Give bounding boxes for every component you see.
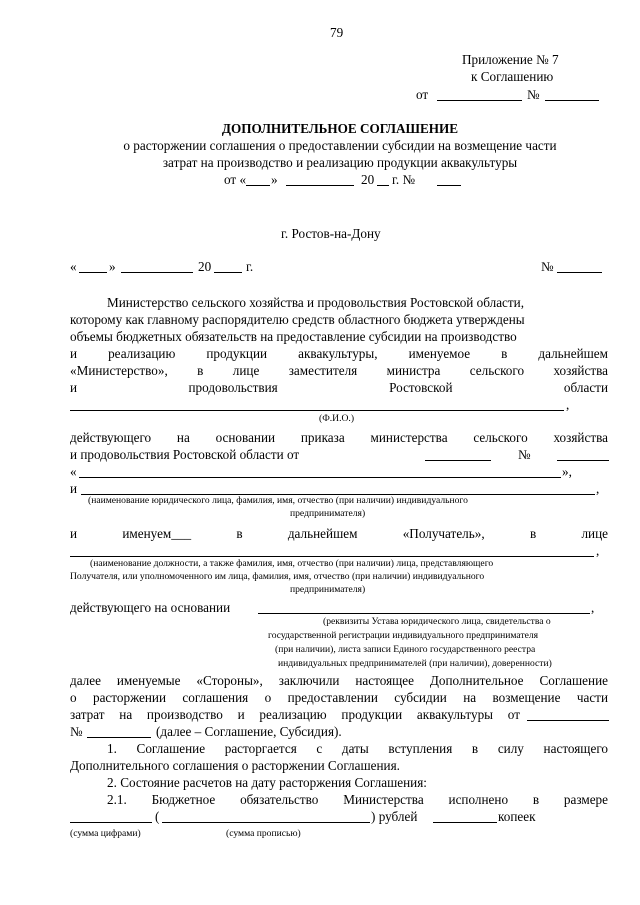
caption-requisites-1: (реквизиты Устава юридического лица, свидетельства о [323, 616, 551, 627]
sum-words-line [162, 822, 370, 823]
recipient-and: и [70, 481, 78, 496]
heading-number-line [437, 185, 461, 186]
paragraph-1-line-4: и реализацию продукции аквакультуры, именуемое в дальнейшем [70, 346, 608, 361]
date-open-quote: « [70, 259, 77, 274]
basis-comma: , [591, 600, 595, 615]
paragraph-1-line-5: «Министерство», в лице заместителя министра сельского хозяйства [70, 363, 608, 378]
caption-requisites-4: индивидуальных предпринимателей (при наличии), доверенности) [278, 658, 552, 669]
heading-date-prefix: от « [224, 172, 247, 187]
agreement-number-line [87, 737, 151, 738]
order-name-open-quote: « [70, 464, 77, 479]
caption-entity-2: предпринимателя) [290, 508, 366, 519]
official-name-line [70, 410, 564, 411]
order-name-close-quote: », [562, 464, 572, 479]
item-2-1-line-1: 2.1. Бюджетное обязательство Министерства исполнено в размере [107, 792, 608, 807]
order-name-line [79, 477, 561, 478]
paragraph-1-line-3: объемы бюджетных обязательств на предоставление субсидии на производство [70, 329, 517, 344]
page-number: 79 [330, 25, 344, 40]
appendix-to-agreement: к Соглашению [471, 69, 554, 84]
appendix-number-line [545, 100, 599, 101]
heading-month-line [286, 185, 354, 186]
sum-kopecks: копеек [498, 809, 536, 824]
date-year-line [214, 272, 242, 273]
order-number-line [557, 460, 609, 461]
paragraph-1-line-1: Министерство сельского хозяйства и продовольствия Ростовской области, [107, 295, 525, 310]
caption-entity-1: (наименование юридического лица, фамилия, имя, отчество (при наличии) индивидуального [88, 495, 468, 506]
paragraph-2-line-2a: и продовольствия Ростовской области от [70, 447, 300, 462]
sum-digits-line [70, 822, 152, 823]
caption-position-2: Получателя, или уполномоченного им лица, фамилия, имя, отчество (при наличии) индивидуального [70, 571, 485, 582]
representative-comma: , [596, 543, 600, 558]
heading-date-quote: » [271, 172, 278, 187]
paragraph-1-line-2: которому как главному распорядителю средств областного бюджета утверждены [70, 312, 525, 327]
date-number-sign: № [541, 259, 554, 274]
agreement-date-line [527, 720, 609, 721]
sum-paren-open: ( [155, 809, 160, 824]
paragraph-3-line-1: и именуем___ в дальнейшем «Получатель», в лице [70, 526, 608, 541]
heading-day-line [246, 185, 270, 186]
appendix-number-sign: № [527, 87, 540, 102]
date-month-line [121, 272, 193, 273]
caption-requisites-3: (при наличии), листа записи Единого государственного реестра [275, 644, 536, 655]
heading-line-1: о расторжении соглашения о предоставлении субсидии на возмещение части [123, 138, 557, 153]
item-2: 2. Состояние расчетов на дату расторжения Соглашения: [107, 775, 427, 790]
heading-line-2: затрат на производство и реализацию продукции аквакультуры [162, 155, 518, 170]
city: г. Ростов-на-Дону [281, 226, 381, 241]
caption-sum-words: (сумма прописью) [226, 828, 301, 839]
document-title: ДОПОЛНИТЕЛЬНОЕ СОГЛАШЕНИЕ [221, 121, 459, 136]
date-close-quote: » [109, 259, 116, 274]
heading-year: 20 [361, 172, 375, 187]
basis-line [258, 613, 590, 614]
caption-position-3: предпринимателя) [290, 584, 366, 595]
paragraph-1-line-6: и продовольствия Ростовской области [70, 380, 608, 395]
paragraph-2-line-1: действующего на основании приказа министерства сельского хозяйства [70, 430, 608, 445]
paragraph-5-line-4a: № [70, 724, 83, 739]
heading-year-line [377, 185, 389, 186]
paragraph-5-line-1: далее именуемые «Стороны», заключили настоящее Дополнительное Соглашение [70, 673, 608, 688]
item-1-line-1: 1. Соглашение расторгается с даты вступления в силу настоящего [107, 741, 608, 756]
heading-year-suffix: г. № [392, 172, 416, 187]
appendix-date-prefix: от [416, 87, 429, 102]
official-name-comma: , [566, 397, 570, 412]
paragraph-5-line-3: затрат на производство и реализацию продукции аквакультуры от [70, 707, 520, 722]
date-number-line [557, 272, 602, 273]
paragraph-4-line-1: действующего на основании [70, 600, 231, 615]
caption-position-1: (наименование должности, а также фамилия, имя, отчество (при наличии) лица, представляющего [90, 558, 494, 569]
sum-rubles: ) рублей [371, 809, 418, 824]
date-year-suffix: г. [246, 259, 254, 274]
appendix-date-line [437, 100, 522, 101]
appendix-title: Приложение № 7 [462, 52, 559, 67]
paragraph-5-line-2: о расторжении соглашения о предоставлении субсидии на возмещение части [70, 690, 608, 705]
caption-sum-digits: (сумма цифрами) [70, 828, 141, 839]
order-date-line [425, 460, 491, 461]
item-1-line-2: Дополнительного соглашения о расторжении Соглашения. [70, 758, 400, 773]
recipient-name-comma: , [596, 481, 600, 496]
sum-kopecks-line [433, 822, 497, 823]
caption-requisites-2: государственной регистрации индивидуального предпринимателя [268, 630, 539, 641]
fio-caption: (Ф.И.О.) [319, 413, 355, 424]
paragraph-2-line-2b: № [518, 447, 531, 462]
date-day-line [79, 272, 107, 273]
paragraph-5-line-4b: (далее – Соглашение, Субсидия). [156, 724, 342, 739]
date-year: 20 [198, 259, 212, 274]
